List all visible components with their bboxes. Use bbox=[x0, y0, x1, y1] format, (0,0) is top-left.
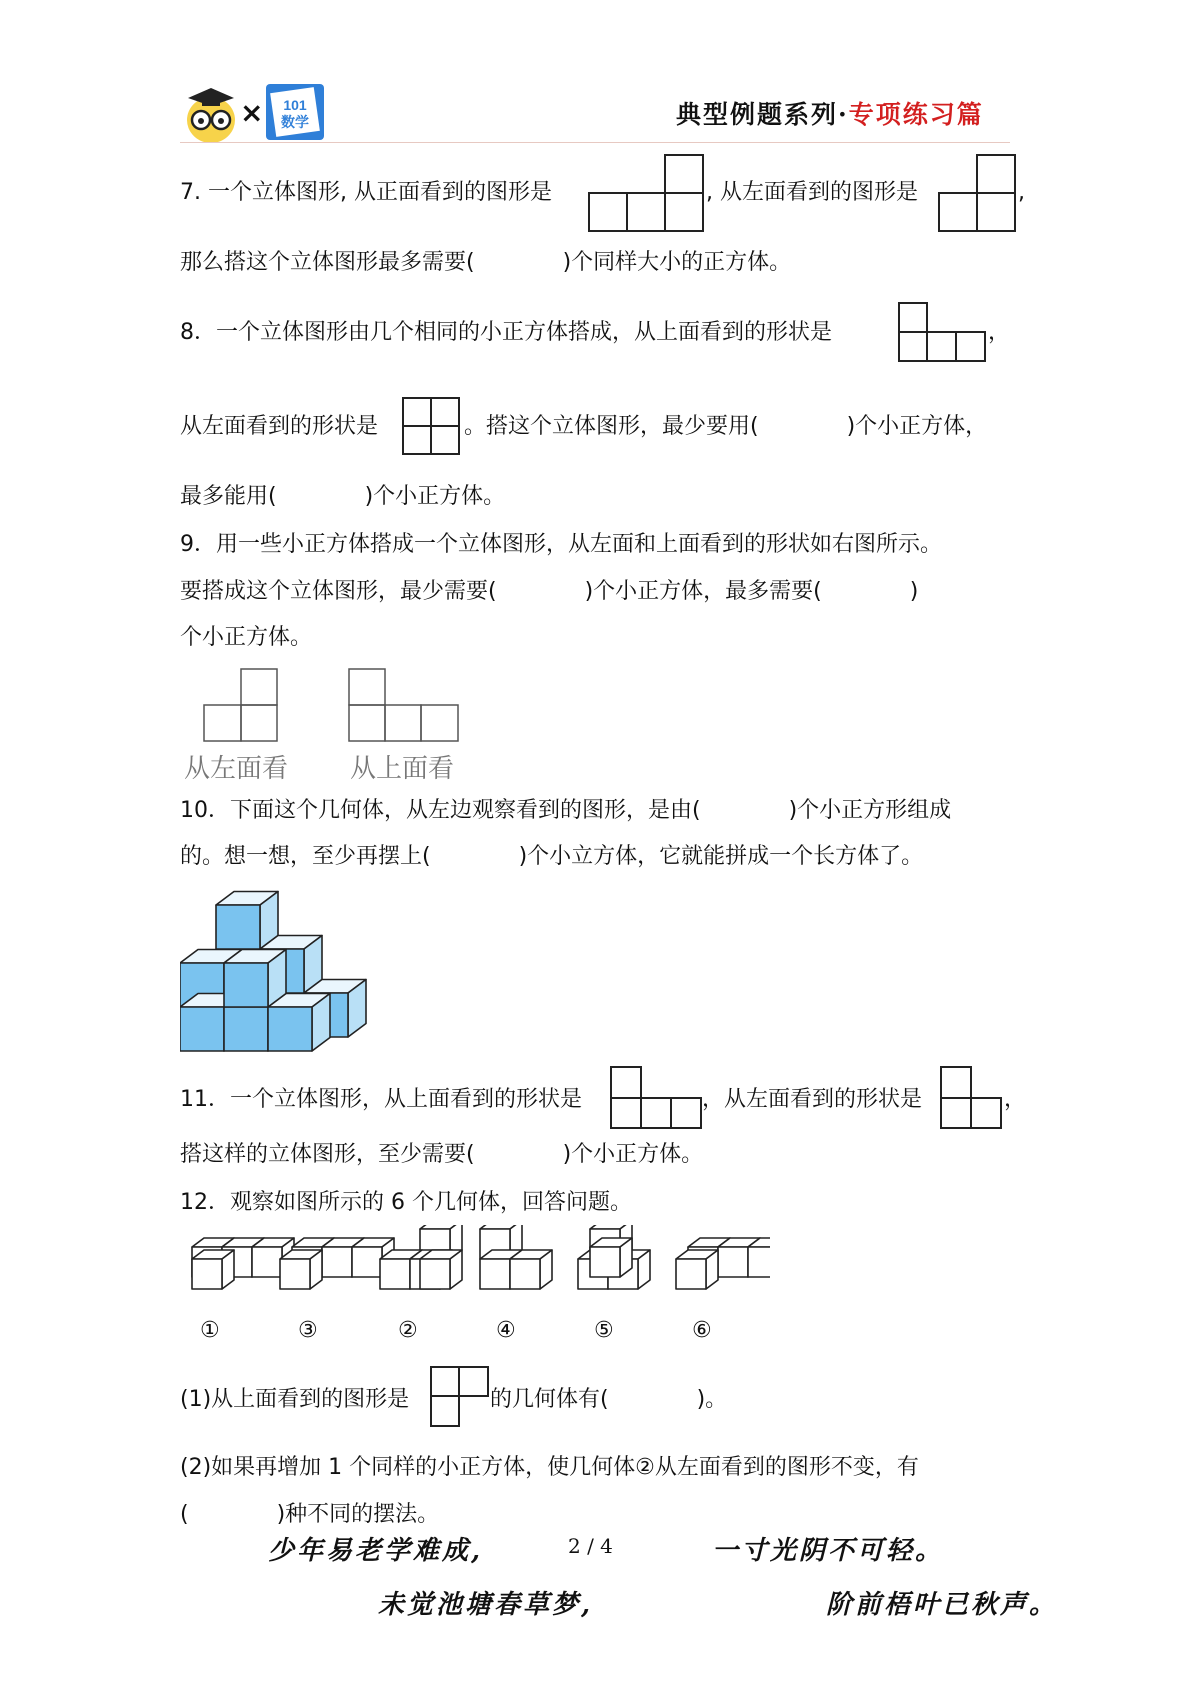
page-number: 2 / 4 bbox=[568, 1534, 613, 1558]
mascot-logo bbox=[184, 84, 238, 144]
solid-6-cube bbox=[676, 1250, 718, 1289]
solid-4-cube bbox=[510, 1250, 552, 1289]
poem-line-3: 未觉池塘春草梦, bbox=[378, 1590, 594, 1620]
q12-label-2: ② bbox=[398, 1318, 418, 1343]
header-rule bbox=[180, 142, 1010, 143]
solid-6-cube bbox=[748, 1238, 770, 1277]
solid-2-cube bbox=[420, 1250, 462, 1289]
q8-line3: 最多能用( )个小正方体。 bbox=[180, 484, 506, 509]
q12-top-view-figure bbox=[430, 1366, 490, 1428]
series-title bbox=[676, 95, 984, 131]
q10-line2: 的。想一想，至少再摆上( )个小立方体，它就能拼成一个长方体了。 bbox=[180, 844, 924, 869]
q8-text-c: 从左面看到的形状是 bbox=[180, 414, 379, 439]
q8-text-a: 8．一个立体图形由几个相同的小正方体搭成，从上面看到的形状是 bbox=[180, 320, 832, 345]
q11-text-c: ， bbox=[1004, 1087, 1027, 1112]
svg-text:101: 101 bbox=[283, 97, 307, 113]
cube bbox=[216, 892, 278, 950]
q9-line3: 个小正方体。 bbox=[180, 625, 313, 650]
q11-text-a: 11．一个立体图形，从上面看到的形状是 bbox=[180, 1087, 582, 1112]
cube bbox=[224, 950, 286, 1008]
q9-left-view-figure bbox=[203, 668, 279, 742]
brand-logo-101 bbox=[266, 84, 324, 140]
q9-line2: 要搭成这个立体图形，最少需要( )个小正方体，最多需要( ) bbox=[180, 579, 919, 604]
q12-sub1-b: 的几何体有( )。 bbox=[490, 1387, 728, 1412]
q9-caption-left: 从左面看 bbox=[184, 754, 289, 784]
solid-1-cube bbox=[192, 1250, 234, 1289]
q12-label-5: ⑤ bbox=[594, 1318, 614, 1343]
q12-six-solids-figure bbox=[180, 1225, 770, 1305]
q12-label-3: ③ bbox=[298, 1318, 318, 1343]
q9-top-view-figure bbox=[348, 668, 460, 742]
poem-line-2: 一寸光阴不可轻。 bbox=[712, 1536, 945, 1566]
q12-label-6: ⑥ bbox=[692, 1318, 712, 1343]
q7-front-view-figure bbox=[588, 153, 706, 233]
q8-left-view-figure bbox=[402, 397, 462, 457]
svg-text:数学: 数学 bbox=[281, 114, 309, 130]
q8-top-view-figure bbox=[898, 302, 988, 362]
series-title-black: 典型例题系列· bbox=[676, 100, 849, 129]
q12-sub1-a: (1)从上面看到的图形是 bbox=[180, 1387, 410, 1412]
q7-line2: 那么搭这个立体图形最多需要( )个同样大小的正方体。 bbox=[180, 250, 792, 275]
q7-text-a: 7. 一个立体图形, 从正面看到的图形是 bbox=[180, 180, 552, 205]
poem-line-1: 少年易老学难成, bbox=[268, 1536, 484, 1566]
q12-label-4: ④ bbox=[496, 1318, 516, 1343]
q9-caption-top: 从上面看 bbox=[350, 754, 455, 784]
q12-label-1: ① bbox=[200, 1318, 220, 1343]
q7-left-view-figure bbox=[938, 153, 1018, 233]
q9-line1: 9．用一些小正方体搭成一个立体图形，从左面和上面看到的形状如右图所示。 bbox=[180, 532, 942, 557]
q10-line1: 10．下面这个几何体，从左边观察看到的图形，是由( )个小正方形组成 bbox=[180, 798, 952, 823]
q11-text-b: ，从左面看到的形状是 bbox=[702, 1087, 923, 1112]
q11-top-view-figure bbox=[610, 1066, 704, 1130]
solid-3-cube bbox=[280, 1250, 322, 1289]
q7-text-b: , 从左面看到的图形是 bbox=[706, 180, 918, 205]
q12-sub2-line1: (2)如果再增加 1 个同样的小正方体，使几何体②从左面看到的图形不变，有 bbox=[180, 1455, 919, 1480]
q11-line2: 搭这样的立体图形，至少需要( )个小正方体。 bbox=[180, 1142, 704, 1167]
series-title-red: 专项练习篇 bbox=[848, 100, 984, 129]
q7-text-c: , bbox=[1018, 180, 1025, 205]
solid-5-cube bbox=[590, 1238, 632, 1277]
q8-text-d: 。搭这个立体图形，最少要用( )个小正方体， bbox=[464, 414, 988, 439]
q8-text-b: ， bbox=[988, 320, 1011, 345]
q12-line1: 12．观察如图所示的 6 个几何体，回答问题。 bbox=[180, 1190, 632, 1215]
cube bbox=[268, 994, 330, 1052]
q12-sub2-line2: ( )种不同的摆法。 bbox=[180, 1502, 440, 1527]
cross-sign: × bbox=[240, 96, 264, 129]
poem-line-4: 阶前梧叶已秋声。 bbox=[826, 1590, 1059, 1620]
q10-cube-solid-figure bbox=[180, 885, 370, 1065]
q11-left-view-figure bbox=[940, 1066, 1004, 1130]
